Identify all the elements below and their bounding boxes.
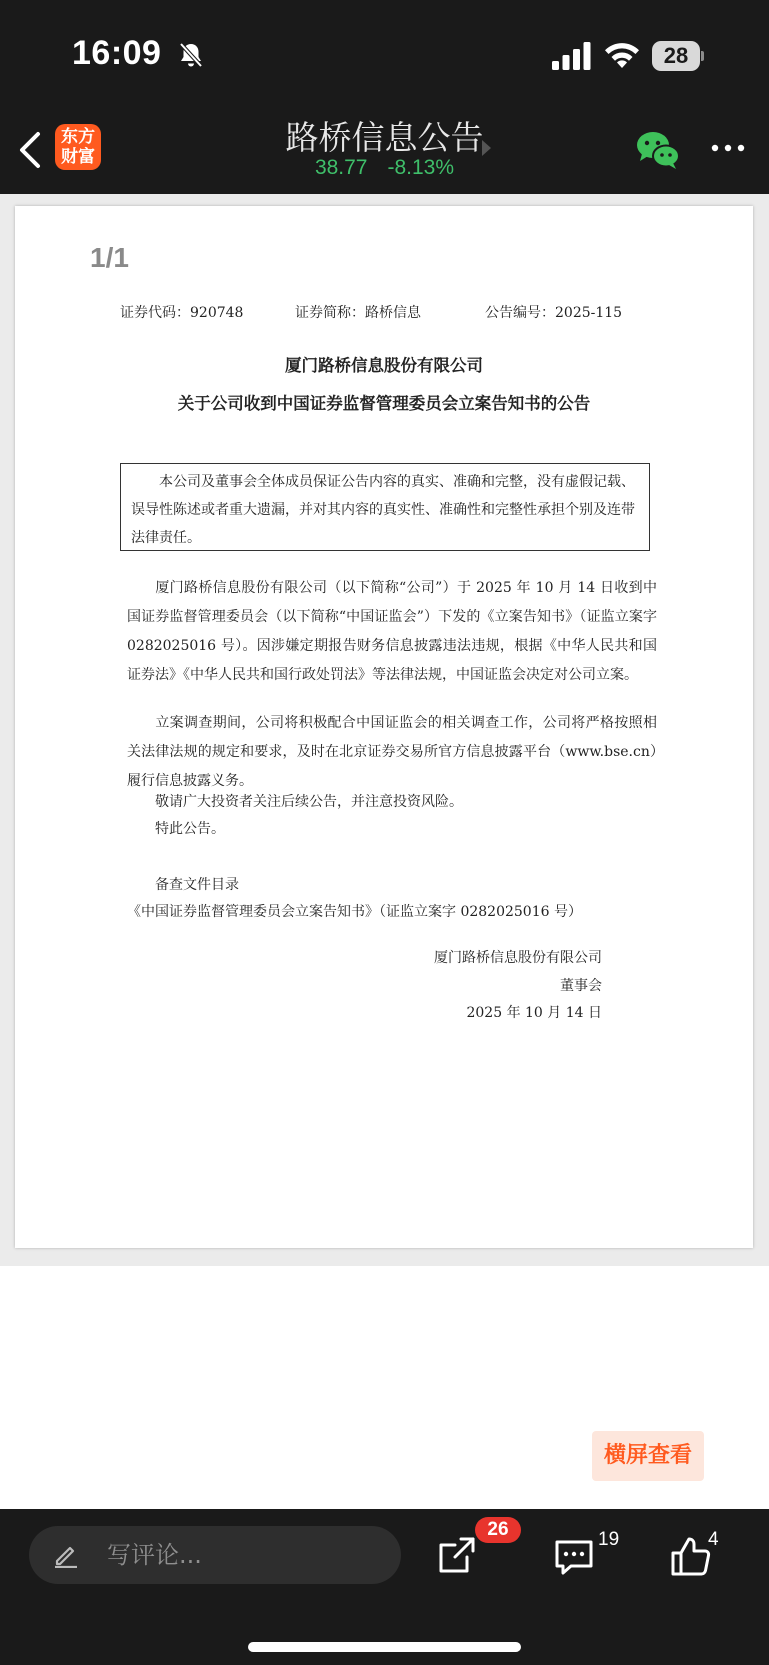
share-icon[interactable] (437, 1535, 477, 1575)
status-bar (0, 0, 769, 108)
nav-header (0, 108, 769, 194)
paragraph-2-text: 立案调查期间，公司将积极配合中国证监会的相关调查工作，公司将严格按照相关法律法规的规定和要求，及时在北京证券交易所官方信息披露平台（www.bse.cn）履行信息披露义务。 (127, 715, 657, 789)
paragraph-4: 特此公告。 (155, 821, 225, 837)
pen-icon (53, 1542, 79, 1568)
comment-input[interactable] (29, 1526, 401, 1584)
paragraph-1 (127, 574, 657, 690)
stock-change: -8.13% (387, 156, 455, 179)
comment-placeholder: 写评论... (107, 1541, 202, 1569)
security-short-name: 证券简称：路桥信息 (295, 305, 421, 321)
signature-date: 2025 年 10 月 14 日 (466, 1005, 602, 1021)
cellular-signal-icon (552, 42, 592, 70)
landscape-view-button[interactable]: 横屏查看 (592, 1431, 704, 1481)
notice-number: 公告编号：2025-115 (485, 305, 623, 321)
page-title: 路桥信息公告 (285, 118, 484, 157)
battery-tip (701, 51, 704, 61)
signature-company: 厦门路桥信息股份有限公司 (434, 950, 602, 966)
reference-heading: 备查文件目录 (155, 877, 239, 893)
battery-indicator (652, 41, 704, 71)
more-options-icon[interactable] (711, 138, 745, 158)
logo-line-1: 东方 (61, 127, 95, 147)
document-title-subject: 关于公司收到中国证券监督管理委员会立案告知书的公告 (177, 394, 591, 413)
wechat-share-icon[interactable] (636, 130, 680, 170)
paragraph-1-text: 厦门路桥信息股份有限公司（以下简称“公司”）于 2025 年 10 月 14 日收到中国证券监督管理委员会（以下简称“中国证监会”）下发的《立案告知书》（证监立案字 0282025016 号）。因涉嫌定期报告财务信息披露违法违规，根据《中华人民共和国证券法》《中华人民共和国行政处罚法》等法律法规，中国证监会决定对公司立案。 (127, 580, 657, 683)
wifi-icon (603, 40, 641, 70)
comment-count: 19 (598, 1529, 620, 1550)
paragraph-2 (127, 709, 657, 796)
stock-price: 38.77 (314, 156, 368, 179)
home-indicator[interactable] (248, 1642, 521, 1652)
signature-board: 董事会 (560, 978, 602, 994)
battery-level: 28 (652, 41, 700, 71)
document-viewer[interactable] (0, 194, 769, 1266)
status-time: 16:09 (72, 34, 162, 72)
disclaimer-box (120, 463, 650, 551)
document-page (15, 206, 753, 1248)
security-code: 证券代码：920748 (120, 305, 244, 321)
comment-icon[interactable] (553, 1537, 595, 1577)
bottom-action-bar (0, 1509, 769, 1665)
bell-muted-icon (176, 40, 206, 70)
logo-line-2: 财富 (61, 147, 95, 167)
thumbs-up-icon[interactable] (670, 1535, 712, 1577)
like-count: 4 (708, 1529, 719, 1550)
page-indicator: 1/1 (90, 242, 129, 273)
paragraph-3: 敬请广大投资者关注后续公告，并注意投资风险。 (155, 794, 463, 810)
disclaimer-text: 本公司及董事会全体成员保证公告内容的真实、准确和完整，没有虚假记载、误导性陈述或者重大遗漏，并对其内容的真实性、准确性和完整性承担个别及连带法律责任。 (131, 474, 635, 546)
document-title-company: 厦门路桥信息股份有限公司 (285, 356, 483, 375)
reference-item: 《中国证券监督管理委员会立案告知书》（证监立案字 0282025016 号） (127, 904, 582, 920)
quote-arrow-icon[interactable] (482, 140, 491, 156)
share-count-badge: 26 (475, 1517, 521, 1543)
